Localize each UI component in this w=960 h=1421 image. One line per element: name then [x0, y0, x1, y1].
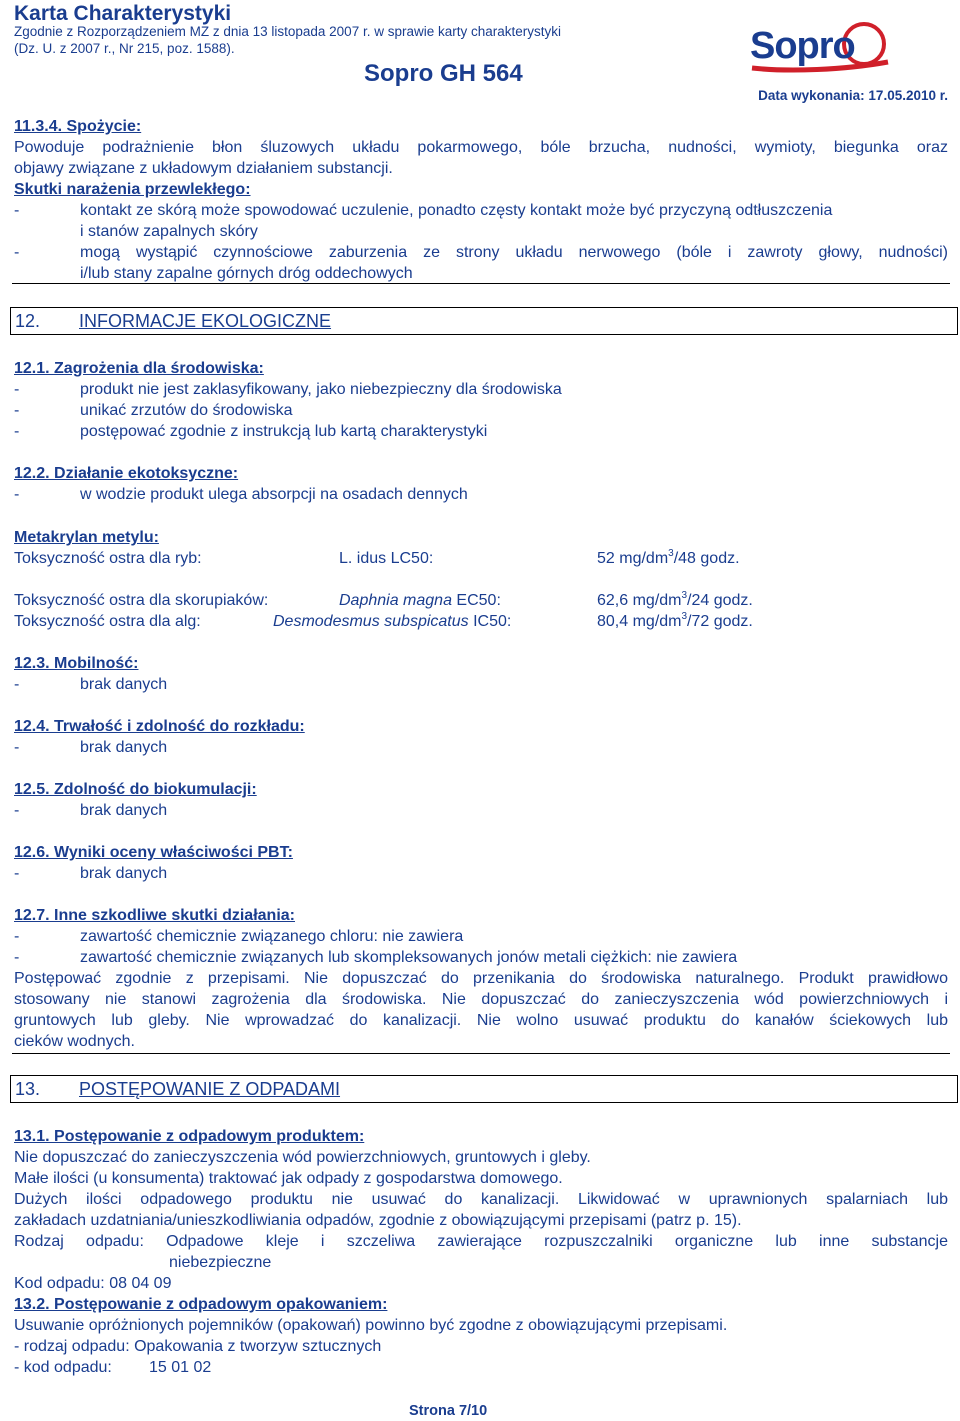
packaging-line: Usuwanie opróżnionych pojemników (opakowań) powinno być zgodne z obowiązującymi przepisami.: [14, 1317, 728, 1334]
tox-label: Toksyczność ostra dla skorupiaków:: [14, 592, 269, 609]
ecotox-item: w wodzie produkt ulega absorpcji na osadach dennych: [80, 486, 468, 503]
paragraph-line: Postępować zgodnie z przepisami. Nie dopuszczać do przenikania do środowiska naturalnego. Produkt prawidłowo: [14, 970, 948, 987]
chronic-effects-heading: Skutki narażenia przewlekłego:: [14, 181, 251, 198]
section-number: 12.: [15, 311, 41, 331]
no-data-item: brak danych: [80, 739, 168, 756]
no-data-item: brak danych: [80, 802, 168, 819]
hazard-item: unikać zrzutów do środowiska: [80, 402, 293, 419]
hazard-item: produkt nie jest zaklasyfikowany, jako niebezpieczny dla środowiska: [80, 381, 562, 398]
waste-line: Małe ilości (u konsumenta) traktować jak odpady z gospodarstwa domowego.: [14, 1170, 563, 1187]
bullet-dash: -: [14, 244, 20, 261]
waste-line: Dużych ilości odpadowego produktu nie usuwać do kanalizacji. Likwidować w uprawnionych spalarniach lub: [14, 1191, 948, 1208]
bullet-dash: -: [14, 402, 20, 419]
bullet-dash: -: [14, 676, 20, 693]
subsection-12-6-heading: 12.6. Wyniki oceny właściwości PBT:: [14, 844, 293, 861]
bullet-dash: -: [14, 928, 20, 945]
no-data-item: brak danych: [80, 676, 168, 693]
tox-test: Daphnia magna EC50:: [339, 592, 501, 609]
bullet-dash: -: [14, 949, 20, 966]
packaging-waste-type: - rodzaj odpadu: Opakowania z tworzyw sztucznych: [14, 1338, 382, 1355]
section-title: POSTĘPOWANIE Z ODPADAMI: [79, 1079, 341, 1099]
section-number: 13.: [15, 1079, 41, 1099]
subsection-13-1-heading: 13.1. Postępowanie z odpadowym produktem:: [14, 1128, 365, 1145]
date-of-issue: Data wykonania: 17.05.2010 r.: [758, 88, 948, 103]
subsection-11-3-4-heading: 11.3.4. Spożycie:: [14, 118, 142, 135]
bullet-dash: -: [14, 802, 20, 819]
ingestion-line-2: objawy związane z układowym działaniem substancji.: [14, 160, 393, 177]
bullet-dash: -: [14, 423, 20, 440]
packaging-waste-code-value: 15 01 02: [149, 1359, 212, 1376]
tox-label: Toksyczność ostra dla alg:: [14, 613, 201, 630]
paragraph-line: gruntowych lub gleby. Nie wprowadzać do kanalizacji. Nie wolno usuwać produktu do kanałów ściekowych lub: [14, 1012, 948, 1029]
subsection-13-2-heading: 13.2. Postępowanie z odpadowym opakowaniem:: [14, 1296, 388, 1313]
regulation-line-2: (Dz. U. z 2007 r., Nr 215, poz. 1588).: [14, 41, 235, 56]
waste-code: Kod odpadu: 08 04 09: [14, 1275, 172, 1292]
subsection-12-4-heading: 12.4. Trwałość i zdolność do rozkładu:: [14, 718, 305, 735]
hazard-item: postępować zgodnie z instrukcją lub kartą charakterystyki: [80, 423, 488, 440]
regulation-line-1: Zgodnie z Rozporządzeniem MZ z dnia 13 listopada 2007 r. w sprawie karty charakterystyki: [14, 24, 562, 39]
waste-line: niebezpieczne: [169, 1254, 272, 1271]
subsection-12-2-heading: 12.2. Działanie ekotoksyczne:: [14, 465, 239, 482]
subsection-12-5-heading: 12.5. Zdolność do biokumulacji:: [14, 781, 257, 798]
bullet-dash: -: [14, 381, 20, 398]
no-data-item: brak danych: [80, 865, 168, 882]
document-title: Karta Charakterystyki: [14, 2, 232, 25]
section-12-header: [10, 307, 958, 335]
other-effects-item: zawartość chemicznie związanych lub skompleksowanych jonów metali ciężkich: nie zawiera: [80, 949, 738, 966]
substance-heading: Metakrylan metylu:: [14, 529, 159, 546]
packaging-waste-code-label: - kod odpadu:: [14, 1359, 112, 1376]
tox-value: 80,4 $mg/dm^3/72$ godz.: [597, 611, 753, 630]
ingestion-line-1: Powoduje podrażnienie błon śluzowych układu pokarmowego, bóle brzucha, nudności, wymioty, biegunka oraz: [14, 139, 948, 156]
tox-value: 62,6 $mg/dm^3/24$ godz.: [597, 590, 753, 609]
paragraph-line: stosowany nie stanowi zagrożenia dla środowiska. Nie dopuszczać do zanieczyszczenia wód powierzchniowych i: [14, 991, 948, 1008]
chronic-item-1-line-2: i stanów zapalnych skóry: [80, 223, 258, 240]
section-13-header: [10, 1075, 958, 1103]
tox-test: L. idus LC50:: [339, 550, 434, 567]
bullet-dash: -: [14, 865, 20, 882]
tox-test: Desmodesmus subspicatus IC50:: [273, 613, 512, 630]
subsection-12-1-heading: 12.1. Zagrożenia dla środowiska:: [14, 360, 264, 377]
page-number: Strona 7/10: [409, 1403, 488, 1419]
product-name: Sopro GH 564: [364, 60, 523, 87]
tox-value: 52 $mg/dm^3/48$ godz.: [597, 548, 740, 567]
bullet-dash: -: [14, 202, 20, 219]
sopro-logo: [748, 18, 896, 76]
bullet-dash: -: [14, 486, 20, 503]
chronic-item-2-line-1: mogą wystąpić czynnościowe zaburzenia ze strony układu nerwowego (bóle i zawroty głowy, nudności): [80, 244, 948, 261]
section-title: INFORMACJE EKOLOGICZNE: [79, 311, 332, 331]
logo-text: Sopro: [750, 25, 855, 67]
divider: [12, 283, 950, 284]
chronic-item-2-line-2: i/lub stany zapalne górnych dróg oddechowych: [80, 265, 413, 282]
waste-line: Rodzaj odpadu: Odpadowe kleje i szczeliwa zawierające rozpuszczalniki organiczne lub inne substancje: [14, 1233, 948, 1250]
bullet-dash: -: [14, 739, 20, 756]
tox-label: Toksyczność ostra dla ryb:: [14, 550, 202, 567]
waste-line: Nie dopuszczać do zanieczyszczenia wód powierzchniowych, gruntowych i gleby.: [14, 1149, 591, 1166]
waste-line: zakładach uzdatniania/unieszkodliwiania odpadów, zgodnie z obowiązującymi przepisami (patrz p. 15).: [14, 1212, 742, 1229]
chronic-item-1-line-1: kontakt ze skórą może spowodować uczulenie, ponadto częsty kontakt może być przyczyną odtłuszczenia: [80, 202, 833, 219]
paragraph-line: cieków wodnych.: [14, 1033, 135, 1050]
divider: [12, 1053, 950, 1054]
subsection-12-7-heading: 12.7. Inne szkodliwe skutki działania:: [14, 907, 295, 924]
other-effects-item: zawartość chemicznie związanego chloru: nie zawiera: [80, 928, 464, 945]
subsection-12-3-heading: 12.3. Mobilność:: [14, 655, 139, 672]
